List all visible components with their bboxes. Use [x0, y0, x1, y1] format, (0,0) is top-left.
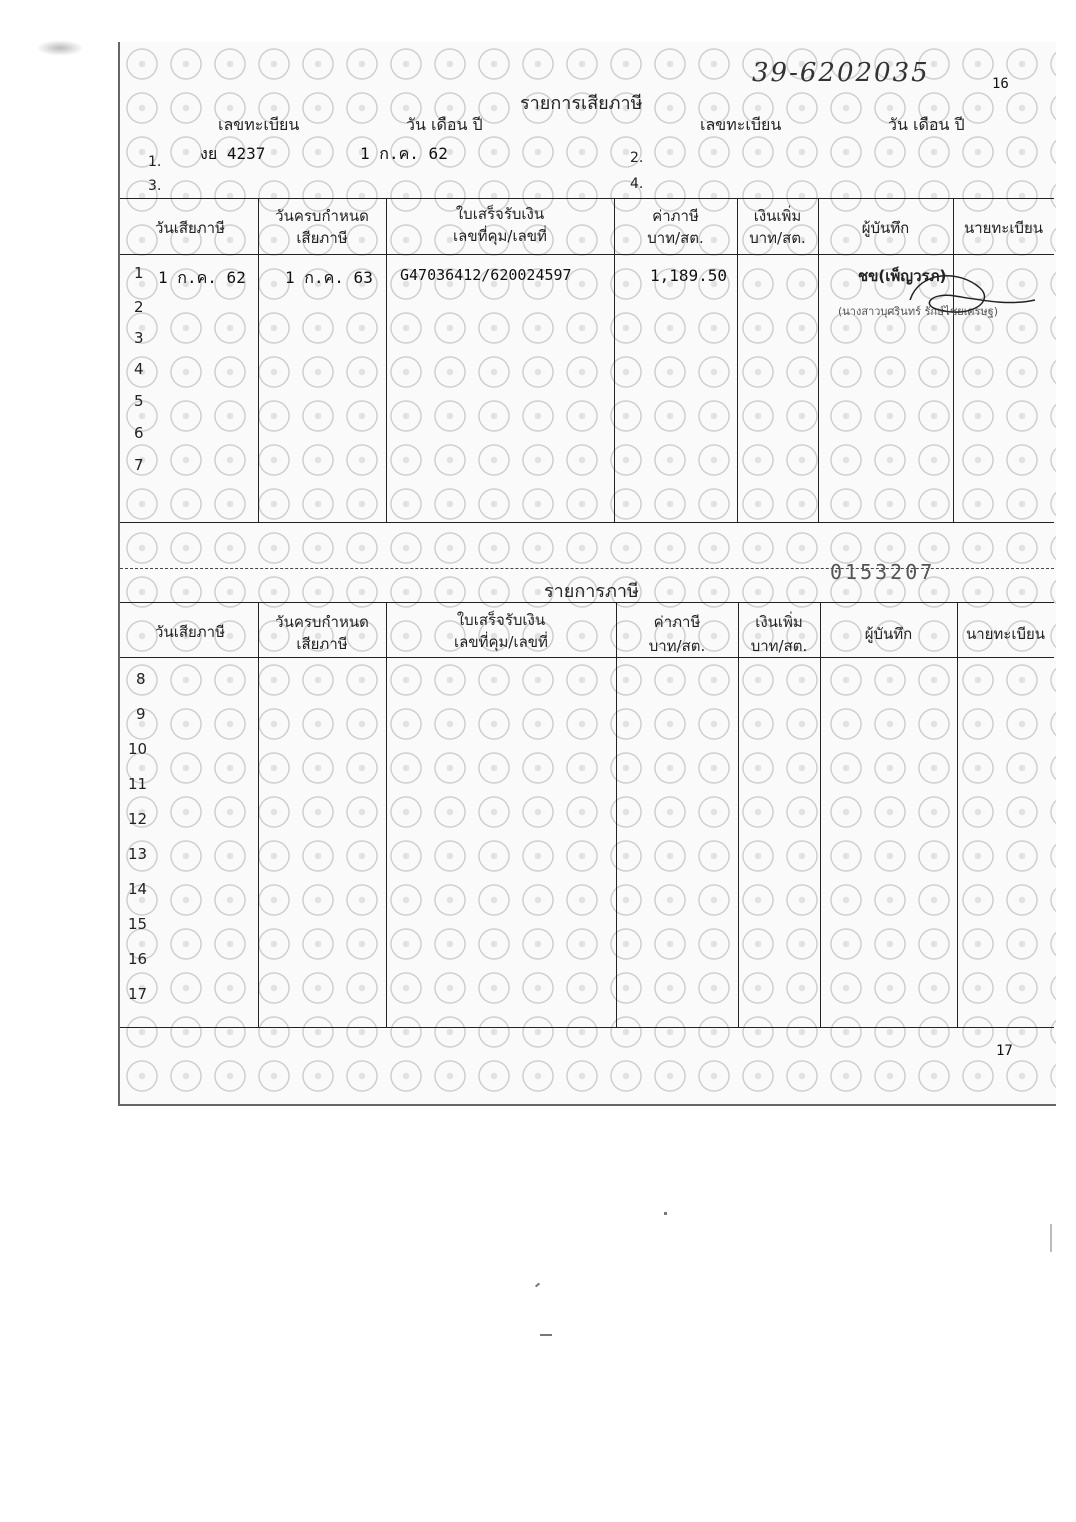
header-recorder: ผู้บันทึก: [864, 625, 913, 643]
date-label-right: วัน เดือน ปี: [888, 115, 965, 134]
date-label-left: วัน เดือน ปี: [406, 115, 483, 134]
header-due-date-line2: เสียภาษี: [296, 229, 348, 247]
page-number-bottom: 17: [996, 1043, 1013, 1059]
row-number: 9: [136, 705, 146, 723]
row-number: 3: [134, 329, 144, 347]
row-number: 16: [128, 950, 148, 968]
table2-col-divider: [616, 602, 617, 1027]
reg-label-left: เลขทะเบียน: [218, 115, 300, 134]
row-number: 12: [128, 810, 148, 828]
slot-date: 1 ก.ค. 62: [360, 144, 448, 163]
header-registrar: นายทะเบียน: [963, 219, 1044, 237]
slot-plate: งย 4237: [200, 144, 266, 163]
slot-number: 4.: [630, 176, 644, 192]
header-penalty-line2: บาท/สต.: [749, 229, 806, 247]
header-receipt-line2: เลขที่คุม/เลขที่: [453, 227, 547, 245]
row-number: 5: [134, 392, 144, 410]
entry-tax-amount: 1,189.50: [650, 266, 728, 285]
row-number: 1: [134, 264, 144, 282]
reg-label-right: เลขทะเบียน: [700, 115, 782, 134]
table2-col-divider: [258, 602, 259, 1027]
slot-number: 3.: [148, 178, 162, 194]
table2-top-border: [120, 602, 1054, 603]
header-penalty-line2: บาท/สต.: [750, 637, 808, 655]
entry-recorder-name: (นางสาวบุศรินทร์ รักษ์ไชยเศรษฐ): [838, 305, 998, 318]
row-number: 14: [128, 880, 148, 898]
entry-recorder: ชข(เพ็ญวรภ): [858, 267, 947, 285]
header-due-date-line2: เสียภาษี: [296, 635, 348, 653]
header-tax-date: วันเสียภาษี: [155, 219, 225, 237]
table2-bottom-border: [120, 1027, 1054, 1028]
header-penalty-line1: เงินเพิ่ม: [755, 613, 803, 631]
row-number: 7: [134, 456, 144, 474]
header-receipt-line1: ใบเสร็จรับเงิน: [455, 205, 545, 223]
scan-stain: [36, 40, 84, 56]
page-number-top: 16: [992, 76, 1009, 92]
header-tax-amount-line1: ค่าภาษี: [652, 207, 699, 225]
header-tax-amount-line2: บาท/สต.: [647, 229, 704, 247]
table1-bottom-border: [120, 522, 1054, 523]
row-number: 4: [134, 360, 144, 378]
row-number: 17: [128, 985, 148, 1003]
entry-tax-date: 1 ก.ค. 62: [158, 268, 246, 287]
row-number: 13: [128, 845, 148, 863]
header-tax-date: วันเสียภาษี: [155, 623, 225, 641]
row-number: 6: [134, 424, 144, 442]
table1-top-border: [120, 198, 1054, 199]
table2-col-divider: [738, 602, 739, 1027]
header-tax-amount-line1: ค่าภาษี: [653, 613, 701, 631]
table1-col-divider: [953, 198, 954, 522]
header-due-date-line1: วันครบกำหนด: [275, 613, 369, 631]
header-receipt-line1: ใบเสร็จรับเงิน: [456, 611, 546, 629]
header-tax-amount-line2: บาท/สต.: [648, 637, 706, 655]
section2-title: รายการภาษี: [544, 581, 639, 602]
scan-speck: [664, 1212, 667, 1215]
table1-header-border: [120, 254, 1054, 255]
handwritten-number: 39-6202035: [752, 58, 930, 88]
header-receipt-line2: เลขที่คุม/เลขที่: [454, 633, 548, 651]
table1-col-divider: [818, 198, 819, 522]
entry-due-date: 1 ก.ค. 63: [285, 268, 373, 287]
table2-header-border: [120, 657, 1054, 658]
table2-col-divider: [386, 602, 387, 1027]
row-number: 15: [128, 915, 148, 933]
row-number: 10: [128, 740, 148, 758]
slot-number: 1.: [148, 154, 162, 170]
row-number: 2: [134, 298, 144, 316]
table1-col-divider: [386, 198, 387, 522]
header-due-date-line1: วันครบกำหนด: [275, 207, 369, 225]
header-recorder: ผู้บันทึก: [861, 219, 910, 237]
scan-speck: [540, 1334, 552, 1336]
header-penalty-line1: เงินเพิ่ม: [753, 207, 802, 225]
serial-number: 0153207: [830, 560, 936, 584]
scan-speck: [535, 1283, 540, 1288]
signature-scribble: [900, 270, 1040, 330]
row-number: 11: [128, 775, 148, 793]
table2-col-divider: [820, 602, 821, 1027]
entry-receipt: G47036412/620024597: [400, 266, 572, 284]
table2-col-divider: [957, 602, 958, 1027]
section1-title: รายการเสียภาษี: [520, 93, 643, 114]
row-number: 8: [136, 670, 146, 688]
scan-speck: [1050, 1224, 1052, 1252]
slot-number: 2.: [630, 150, 644, 166]
header-registrar: นายทะเบียน: [965, 625, 1046, 643]
